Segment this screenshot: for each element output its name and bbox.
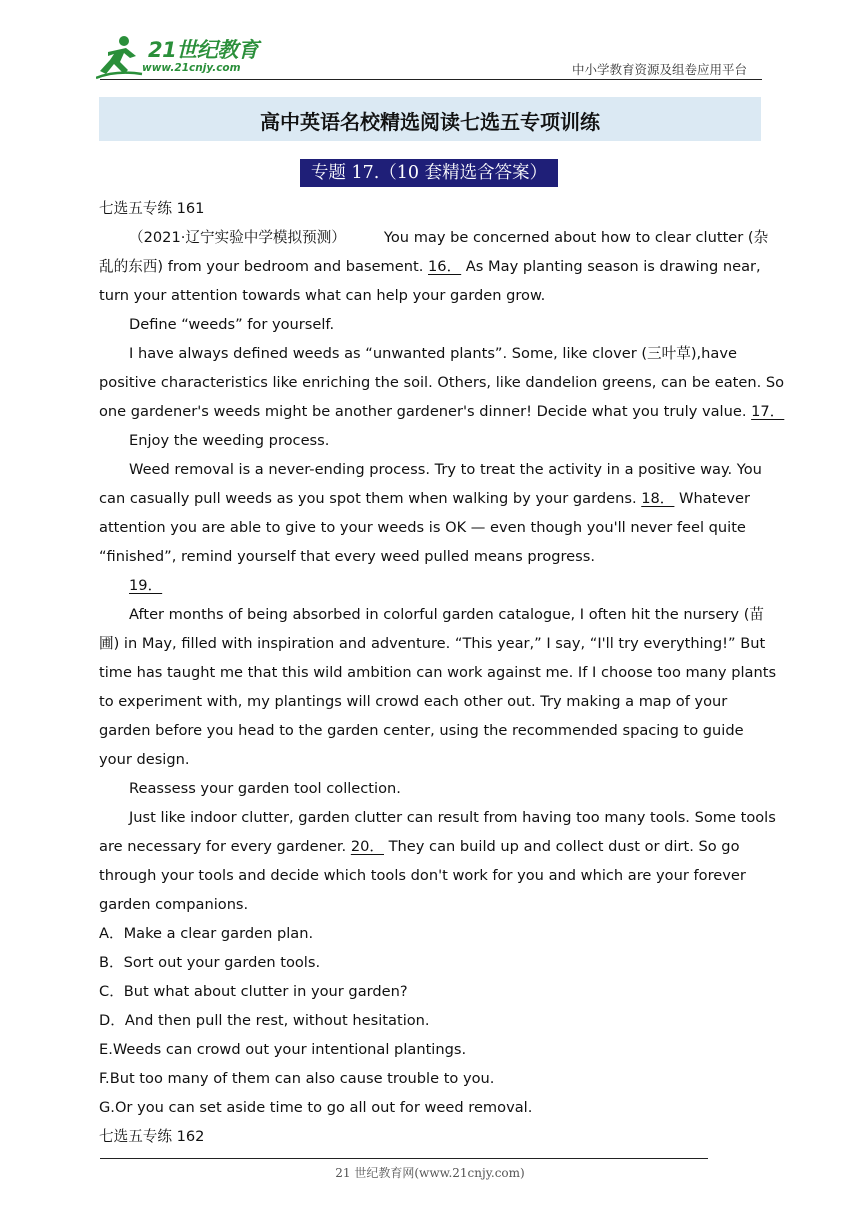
paragraph-line: I have always defined weeds as “unwanted plants”. Some, like clover (三叶草),have (129, 345, 737, 362)
paragraph-line: garden before you head to the garden center, using the recommended spacing to guide (99, 722, 744, 739)
paragraph-line (99, 832, 763, 861)
subheading-line: Enjoy the weeding process. (129, 432, 330, 449)
footer-link[interactable]: 21 世纪教育网(www.21cnjy.com) (335, 1166, 525, 1180)
paragraph-line: positive characteristics like enriching the soil. Others, like dandelion greens, can be eaten. So (99, 374, 785, 391)
paragraph-line (99, 223, 769, 252)
line-text: one gardener's weeds might be another gardener's dinner! Decide what you truly value. (99, 403, 752, 420)
paragraph-line (99, 252, 763, 281)
paragraph-line (99, 397, 785, 426)
blank-18[interactable]: 18． (641, 490, 675, 507)
paragraph-line: through your tools and decide which tools don't work for you and which are your forever (99, 867, 746, 884)
line-text: 乱的东西) from your bedroom and basement. (99, 258, 428, 275)
paragraph-line (99, 484, 763, 513)
section-heading: 七选五专练 161 (99, 200, 205, 217)
paragraph-line: time has taught me that this wild ambition can work against me. If I choose too many plants (99, 664, 777, 681)
page-header (0, 0, 860, 90)
paragraph-line: “finished”, remind yourself that every weed pulled means progress. (99, 548, 596, 565)
paragraph-line: 圃) in May, filled with inspiration and adventure. “This year,” I say, “I'll try everything!” But (99, 635, 766, 652)
platform-name: 中小学教育资源及组卷应用平台 (572, 62, 748, 77)
logo-url: www.21cnjy.com (142, 62, 241, 74)
line-text: can casually pull weeds as you spot them when walking by your gardens. (99, 490, 642, 507)
line-text: Whatever (674, 490, 750, 507)
option-a: A．Make a clear garden plan. (99, 925, 314, 942)
paragraph-line: After months of being absorbed in colorful garden catalogue, I often hit the nursery (苗 (129, 606, 764, 623)
option-g: G.Or you can set aside time to go all out for weed removal. (99, 1099, 533, 1116)
paragraph-line: garden companions. (99, 896, 249, 913)
paragraph-line (99, 571, 763, 600)
document-body (99, 194, 785, 1151)
paragraph-line: attention you are able to give to your weeds is OK — even though you'll never feel quite (99, 519, 746, 536)
blank-20[interactable]: 20． (350, 838, 384, 855)
runner-logo-icon (96, 34, 148, 80)
paragraph-line: turn your attention towards what can help your garden grow. (99, 287, 546, 304)
header-divider (100, 79, 762, 80)
option-e: E.Weeds can crowd out your intentional plantings. (99, 1041, 467, 1058)
section-heading: 七选五专练 162 (99, 1128, 205, 1145)
option-f: F.But too many of them can also cause trouble to you. (99, 1070, 495, 1087)
subheading-line: Reassess your garden tool collection. (129, 780, 401, 797)
paragraph-line: Just like indoor clutter, garden clutter can result from having too many tools. Some tools (129, 809, 776, 826)
page-title: 高中英语名校精选阅读七选五专项训练 (260, 110, 600, 134)
blank-16[interactable]: 16． (428, 258, 462, 275)
line-text: As May planting season is drawing near, (461, 258, 761, 275)
option-b: B．Sort out your garden tools. (99, 954, 321, 971)
option-d: D．And then pull the rest, without hesitation. (99, 1012, 430, 1029)
subheading-line: Define “weeds” for yourself. (129, 316, 335, 333)
source-note: （2021·辽宁实验中学模拟预测） (129, 229, 346, 246)
blank-17[interactable]: 17． (751, 403, 785, 420)
footer-divider (100, 1158, 708, 1159)
paragraph-line: your design. (99, 751, 190, 768)
option-c: C．But what about clutter in your garden? (99, 983, 408, 1000)
paragraph-line: Weed removal is a never-ending process. Try to treat the activity in a positive way. You (129, 461, 762, 478)
logo-text: 21世纪教育 (148, 38, 259, 62)
line-text: You may be concerned about how to clear clutter (杂 (383, 229, 769, 246)
line-text: are necessary for every gardener. (99, 838, 351, 855)
blank-19[interactable]: 19． (129, 577, 163, 594)
page-subtitle: 专题 17.（10 套精选含答案） (300, 159, 558, 187)
paragraph-line: to experiment with, my plantings will crowd each other out. Try making a map of your (99, 693, 728, 710)
line-text: They can build up and collect dust or dirt. So go (384, 838, 740, 855)
title-band (99, 97, 761, 141)
site-logo[interactable] (96, 34, 266, 80)
